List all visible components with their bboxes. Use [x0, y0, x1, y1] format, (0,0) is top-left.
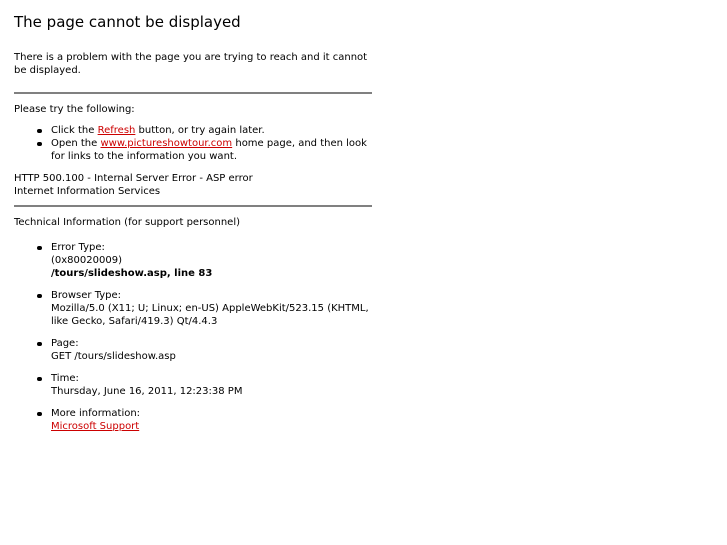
error-page-content — [14, 12, 372, 442]
divider-bottom — [14, 205, 372, 207]
try-label: Please try the following: — [14, 104, 135, 115]
tech-more-info — [14, 407, 372, 433]
tech-time — [14, 372, 372, 398]
tech-browser-type — [14, 289, 372, 328]
page-value: GET /tours/slideshow.asp — [51, 351, 176, 362]
suggestion-refresh-suffix: button, or try again later. — [135, 125, 265, 136]
suggestion-refresh — [14, 124, 372, 137]
intro-text: There is a problem with the page you are trying to reach and it cannot be displayed. — [14, 52, 368, 76]
error-type-code: (0x80020009) — [51, 255, 122, 266]
error-type-location: /tours/slideshow.asp, line 83 — [51, 268, 213, 279]
suggestion-home-prefix: Open the — [51, 138, 101, 149]
tech-info-list — [14, 241, 372, 433]
suggestion-home — [14, 137, 372, 163]
page-title: The page cannot be displayed — [14, 13, 241, 31]
browser-type-value: Mozilla/5.0 (X11; U; Linux; en-US) AppleWebKit/523.15 (KHTML, like Gecko, Safari/419.3) Qt/4.4.3 — [51, 303, 369, 327]
server-name: Internet Information Services — [14, 186, 161, 197]
page-label: Page: — [51, 338, 79, 349]
time-value: Thursday, June 16, 2011, 12:23:38 PM — [51, 386, 243, 397]
http-error-text: HTTP 500.100 - Internal Server Error - ASP error — [14, 173, 253, 184]
divider-top — [14, 92, 372, 94]
suggestion-list — [14, 124, 372, 163]
refresh-link[interactable]: Refresh — [97, 125, 136, 136]
tech-info-label: Technical Information (for support personnel) — [14, 217, 241, 228]
suggestion-home-suffix: home page, and then look for links to the information you want. — [51, 138, 367, 162]
home-page-link[interactable]: www.pictureshowtour.com — [100, 138, 233, 149]
tech-error-type — [14, 241, 372, 280]
time-label: Time: — [51, 373, 79, 384]
more-info-label: More information: — [51, 408, 141, 419]
suggestion-refresh-prefix: Click the — [51, 125, 98, 136]
tech-page — [14, 337, 372, 363]
browser-type-label: Browser Type: — [51, 290, 122, 301]
error-type-label: Error Type: — [51, 242, 105, 253]
microsoft-support-link[interactable]: Microsoft Support — [51, 421, 140, 432]
